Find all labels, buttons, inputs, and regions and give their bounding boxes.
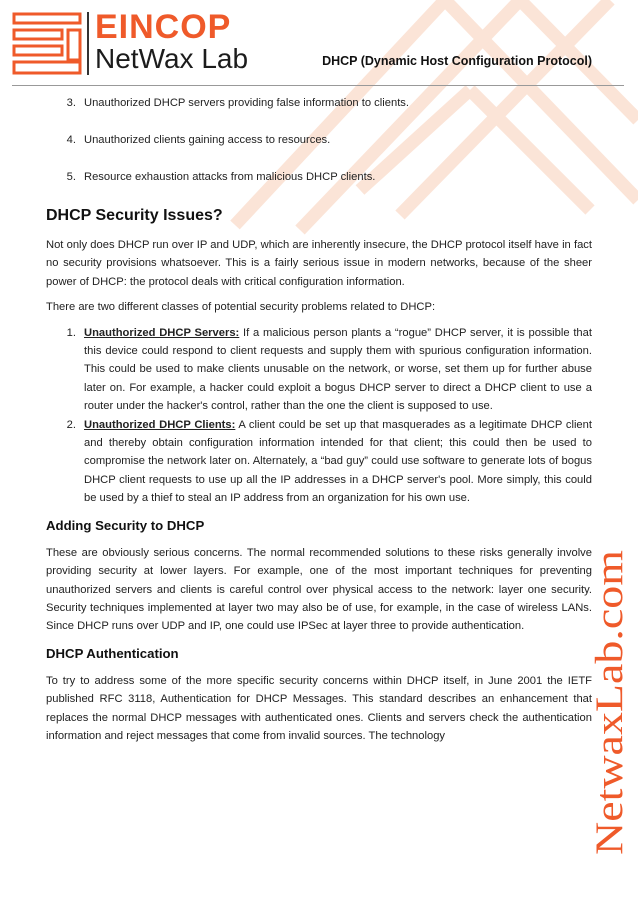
continued-list — [46, 94, 592, 186]
list-item — [46, 168, 592, 186]
list-text — [84, 324, 592, 416]
list-text: Unauthorized DHCP servers providing false information to clients. — [84, 97, 409, 109]
list-number: 1. — [66, 326, 76, 339]
issue-description: If a malicious person plants a “rogue” DHCP server, it is possible that this device could respond to client requests and supply them with spurious configuration information. This could be used to make clients unusable on the network, or worse, set them up for further abuse later on. For example, a hacker could exploit a bogus DHCP server to direct a DHCP client to use a router under the hacker's control, rather than the one the client is supposed to use. — [84, 326, 592, 413]
logo-icon — [12, 12, 82, 76]
section-heading-security-issues: DHCP Security Issues? — [46, 207, 223, 224]
logo-wordmark-top: EINCOP — [95, 8, 232, 46]
list-item — [46, 94, 592, 112]
page-content — [46, 94, 592, 752]
list-number: 2. — [66, 418, 76, 431]
logo-wordmark-bottom: NetWax Lab — [95, 43, 249, 74]
document-title: DHCP (Dynamic Host Configuration Protocol) — [322, 54, 592, 68]
list-text: Resource exhaustion attacks from malicious DHCP clients. — [84, 171, 376, 183]
list-text: Unauthorized clients gaining access to resources. — [84, 134, 331, 146]
paragraph: Not only does DHCP run over IP and UDP, which are inherently insecure, the DHCP protocol itself have in fact no security provisions whatsoever. This is a fairly serious issue in modern networks, because of the sheer power of DHCP: the protocol deals with critical configuration information. — [46, 239, 592, 288]
list-number: 5. — [66, 171, 76, 183]
paragraph: There are two different classes of potential security problems related to DHCP: — [46, 301, 436, 314]
list-text — [84, 416, 592, 508]
issue-term: Unauthorized DHCP Clients: — [84, 418, 236, 431]
security-issue-list — [46, 324, 592, 508]
list-item — [46, 416, 592, 508]
section-heading-authentication: DHCP Authentication — [46, 645, 179, 661]
page-header — [0, 0, 638, 90]
list-number: 3. — [66, 97, 76, 109]
watermark-text: NetwaxLab.com — [588, 596, 631, 855]
logo-divider — [87, 12, 89, 75]
issue-description: A client could be set up that masquerades as a legitimate DHCP client and thereby obtain configuration information intended for that client; this could then be used to compromise the network later on. Alternately, a “bad guy” could use software to generate lots of bogus DHCP client requests to use up all the IP addresses in a DHCP server's pool. More simply, this could be used by a thief to steal an IP address from an organization for his own use. — [84, 418, 592, 505]
paragraph: To try to address some of the more specific security concerns within DHCP itself, in June 2001 the IETF published RFC 3118, Authentication for DHCP Messages. This standard describes an enhancement that replaces the normal DHCP messages with authenticated ones. Clients and servers check the authentication information and reject messages that come from invalid sources. The technology — [46, 674, 592, 742]
list-item — [46, 131, 592, 149]
list-number: 4. — [66, 134, 76, 146]
section-heading-adding-security: Adding Security to DHCP — [46, 517, 205, 533]
header-rule — [12, 85, 624, 86]
paragraph: These are obviously serious concerns. The normal recommended solutions to these risks generally involve providing security at lower layers. For example, one of the most important techniques for preventing unauthorized servers and clients is careful control over physical access to the network: layer one security. Security techniques implemented at layer two may also be of use, for example, in the case of wireless LANs. Since DHCP runs over UDP and IP, one could use IPSec at layer three to provide authentication. — [46, 546, 592, 633]
list-item — [46, 324, 592, 416]
issue-term: Unauthorized DHCP Servers: — [84, 326, 240, 339]
